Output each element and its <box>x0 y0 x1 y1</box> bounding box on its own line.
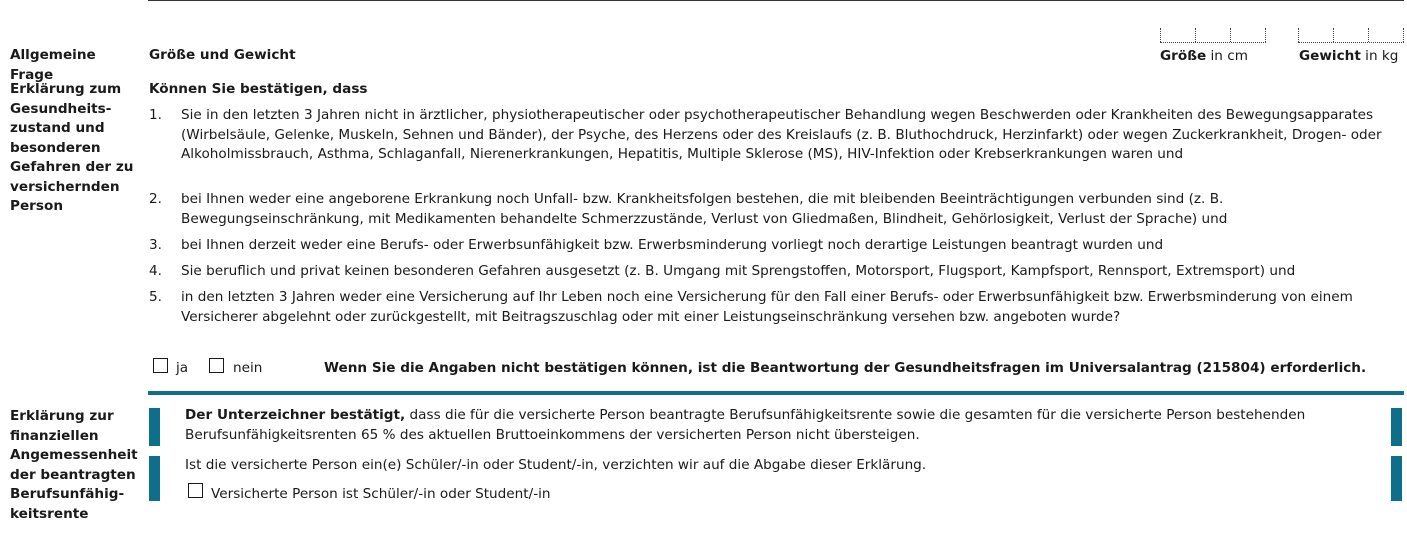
size-weight-title: Größe und Gewicht <box>149 47 296 63</box>
health-intro: Können Sie bestätigen, dass <box>149 81 368 97</box>
no-checkbox[interactable] <box>209 358 224 373</box>
weight-input[interactable] <box>1298 28 1404 43</box>
list-item: 4. Sie beruflich und privat keinen besonderen Gefahren ausgesetzt (z. B. Umgang mit Sprengstoffen, Motorsport, Flugsport, Kampfsport, Rennsport, Extremsport) und <box>149 263 1296 279</box>
section-separator <box>148 391 1404 395</box>
accent-bar <box>149 456 160 501</box>
general-question-label: Allgemeine Frage <box>10 47 96 83</box>
yes-label: ja <box>176 360 189 376</box>
health-declaration-label: Erklärung zum Gesundheits- zustand und besonderen Gefahren der zu versichernden Person <box>10 81 134 214</box>
student-text: Ist die versicherte Person ein(e) Schüler/-in oder Student/-in, verzichten wir auf die Abgabe dieser Erklärung. <box>185 457 927 473</box>
accent-bar <box>1391 456 1402 501</box>
height-unit-label: Größe in cm <box>1160 48 1248 64</box>
accent-bar <box>149 408 160 446</box>
confirmation-text: Der Unterzeichner bestätigt, dass die für die versicherte Person beantragte Berufsunfähigkeitsrente sowie die gesamten für die versicherte Person bestehenden Berufsunfähigkeitsrenten 65 % des aktuellen Bruttoeinkommens der versicherten Person nicht übersteigen. <box>185 407 1306 443</box>
list-item: 1. Sie in den letzten 3 Jahren nicht in ärztlicher, physiotherapeutischer oder psychotherapeutischer Behandlung wegen Beschwerden oder Krankheiten des Bewegungsapparates (Wirbelsäule, Gelenke, Muskeln, Sehnen und Bänder), der Psyche, des Herzens oder des Kreislaufs (z. B. Bluthochdruck, Herzinfarkt) oder wegen Zuckerkrankheit, Drogen- oder Alkoholmissbrauch, Asthma, Schlaganfall, Nierenerkrankungen, Hepatitis, Multiple Sklerose (MS), HIV-Infektion oder Krebserkrankungen waren und <box>149 107 1382 162</box>
financial-declaration-label: Erklärung zur finanziellen Angemessenheit der beantragten Berufsunfähig- keitsrente <box>10 408 138 522</box>
list-item: 5. in den letzten 3 Jahren weder eine Versicherung auf Ihr Leben noch eine Versicherung für den Fall einer Berufs- oder Erwerbsunfähigkeit bzw. Erwerbsminderung von einem Versicherer abgelehnt oder zurückgestellt, mit Beitragszuschlag oder mit einer Leistungseinschränkung versehen bzw. angeboten wurde? <box>149 289 1353 325</box>
notice-text: Wenn Sie die Angaben nicht bestätigen können, ist die Beantwortung der Gesundheitsfragen im Universalantrag (215804) erforderlich. <box>324 360 1367 376</box>
weight-unit-label: Gewicht in kg <box>1299 48 1399 64</box>
top-rule <box>148 0 1404 1</box>
height-input[interactable] <box>1160 28 1266 43</box>
list-item: 3. bei Ihnen derzeit weder eine Berufs- oder Erwerbsunfähigkeit bzw. Erwerbsminderung vorliegt noch derartige Leistungen beantragt wurden und <box>149 237 1164 253</box>
student-checkbox-label: Versicherte Person ist Schüler/-in oder Student/-in <box>211 486 551 502</box>
yes-checkbox[interactable] <box>153 358 168 373</box>
no-label: nein <box>233 360 263 376</box>
list-item: 2. bei Ihnen weder eine angeborene Erkrankung noch Unfall- bzw. Krankheitsfolgen bestehen, die mit bleibenden Beeinträchtigungen verbunden sind (z. B. Bewegungseinschränkung, mit Medikamenten behandelte Schmerzzustände, Verlust von Gliedmaßen, Blindheit, Gehörlosigkeit, Verlust der Sprache) und <box>149 191 1228 227</box>
student-checkbox[interactable] <box>188 483 203 498</box>
accent-bar <box>1391 408 1402 446</box>
